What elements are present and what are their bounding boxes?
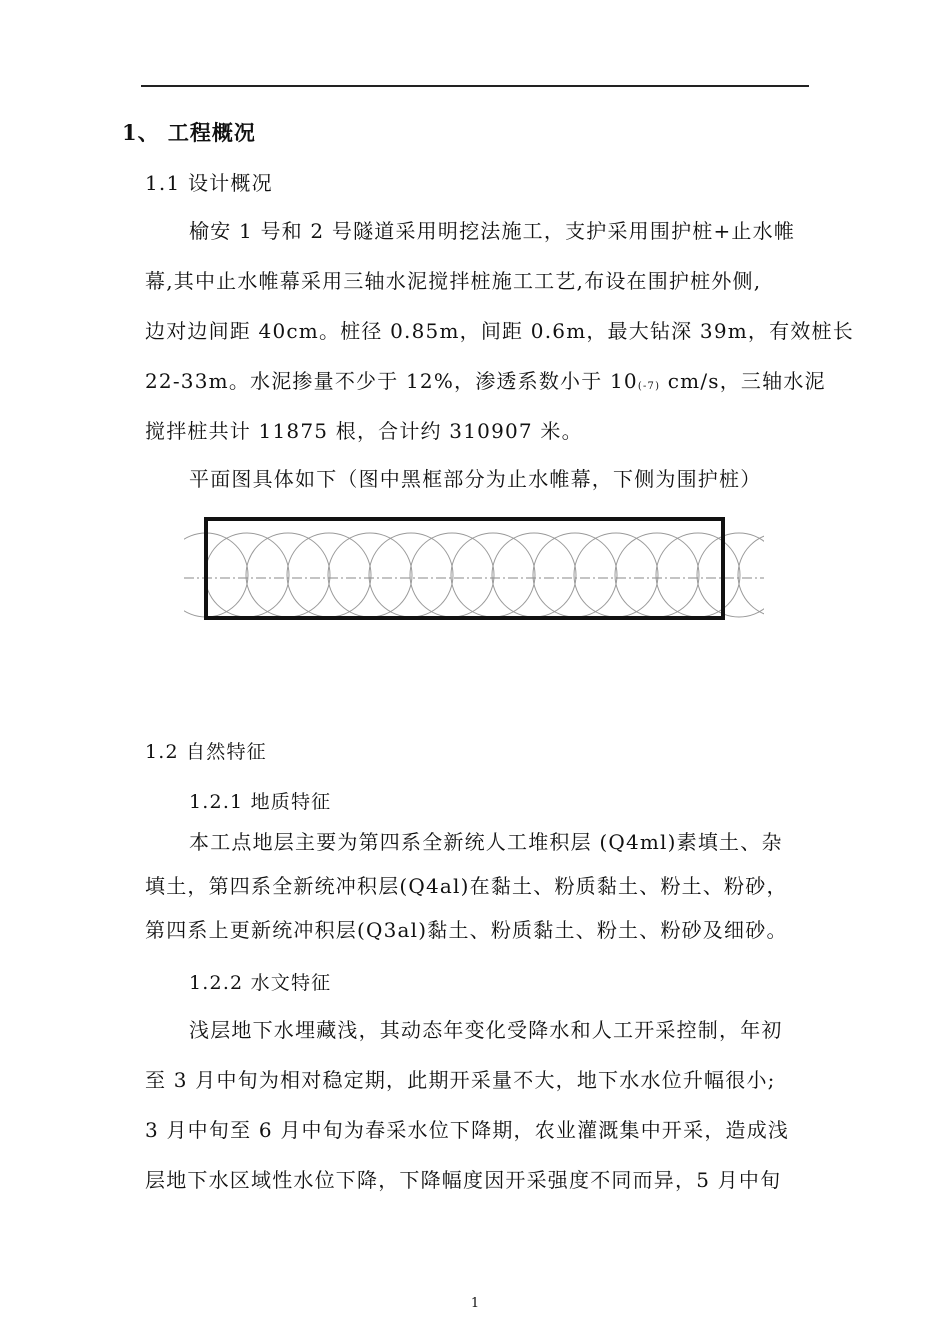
pile-circle xyxy=(615,533,699,617)
paragraph-line: 幕,其中止水帷幕采用三轴水泥搅拌桩施工工艺,布设在围护桩外侧, xyxy=(145,269,762,293)
paragraph-line: 3 月中旬至 6 月中旬为春采水位下降期，农业灌溉集中开采，造成浅 xyxy=(145,1118,790,1142)
page-number: 1 xyxy=(470,1296,480,1311)
paragraph-line: 第四系上更新统冲积层(Q3al)黏土、粉质黏土、粉土、粉砂及细砂。 xyxy=(145,918,788,942)
pile-layout-diagram xyxy=(184,515,764,625)
paragraph-line: 本工点地层主要为第四系全新统人工堆积层 (Q4ml)素填土、杂 xyxy=(189,830,783,854)
pile-circle xyxy=(184,533,248,617)
exponent: (-7) xyxy=(637,381,661,392)
pile-circle xyxy=(451,533,535,617)
paragraph-line: 边对边间距 40cm。桩径 0.85m，间距 0.6m，最大钻深 39m，有效桩长 xyxy=(145,319,854,343)
paragraph-line: 搅拌桩共计 11875 根，合计约 310907 米。 xyxy=(145,419,583,443)
line-text: cm/s，三轴水泥 xyxy=(660,369,826,393)
paragraph-line xyxy=(145,369,826,393)
pile-circle xyxy=(574,533,658,617)
section-1-1-heading: 1.1 设计概况 xyxy=(145,171,273,195)
pile-circle xyxy=(697,533,764,617)
waterproof-curtain-frame xyxy=(206,519,723,618)
header-rule xyxy=(141,85,809,87)
pile-circle xyxy=(656,533,740,617)
paragraph-line: 填土，第四系全新统冲积层(Q4al)在黏土、粉质黏土、粉土、粉砂， xyxy=(145,874,788,898)
section-1-2-2-heading: 1.2.2 水文特征 xyxy=(189,972,332,994)
paragraph-line: 至 3 月中旬为相对稳定期，此期开采量不大，地下水水位升幅很小; xyxy=(145,1068,776,1092)
pile-circle xyxy=(738,533,764,617)
pile-circle xyxy=(492,533,576,617)
pile-circle xyxy=(533,533,617,617)
section-1-2-heading: 1.2 自然特征 xyxy=(145,741,267,763)
figure-caption: 平面图具体如下（图中黑框部分为止水帷幕，下侧为围护桩） xyxy=(189,467,762,491)
line-text: 22-33m。水泥掺量不少于 12%，渗透系数小于 10 xyxy=(145,369,638,393)
pile-circle xyxy=(410,533,494,617)
pile-circle xyxy=(205,533,289,617)
pile-circle xyxy=(287,533,371,617)
paragraph-line: 榆安 1 号和 2 号隧道采用明挖法施工，支护采用围护桩+止水帷 xyxy=(189,219,796,243)
section-1-heading: 1、 工程概况 xyxy=(122,120,256,145)
pile-circle xyxy=(246,533,330,617)
section-1-2-1-heading: 1.2.1 地质特征 xyxy=(189,791,332,813)
paragraph-line: 层地下水区域性水位下降，下降幅度因开采强度不同而异，5 月中旬 xyxy=(145,1168,782,1192)
pile-circle xyxy=(328,533,412,617)
pile-circle xyxy=(369,533,453,617)
paragraph-line: 浅层地下水埋藏浅，其动态年变化受降水和人工开采控制，年初 xyxy=(189,1018,783,1042)
